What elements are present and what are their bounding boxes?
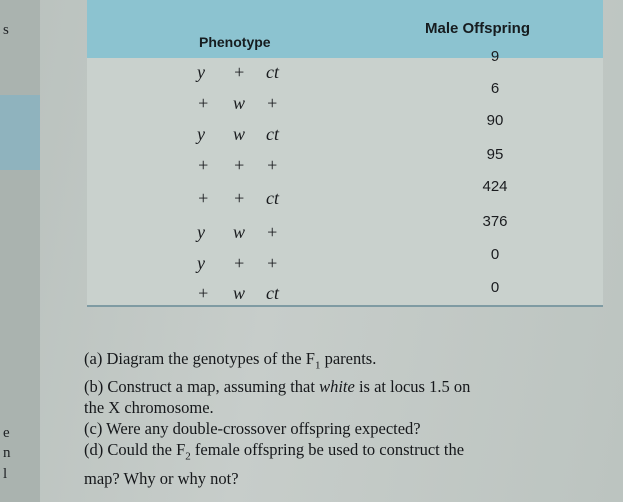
question-b-continued: the X chromosome. [84,398,214,418]
table-row [87,48,603,92]
previous-page-margin [0,0,40,502]
male-offspring-header: Male Offspring [425,20,531,37]
table-row [87,80,603,123]
phenotype-gene-y: y [197,62,205,82]
question-b-end: is at locus 1.5 on [354,377,471,397]
table-row [87,246,603,283]
phenotype-gene-w: + [233,188,246,208]
question-a-end: parents. [320,349,377,368]
offspring-table [87,0,603,307]
gene-name-white: white [319,377,355,397]
question-d-end: female offspring be used to construct the [190,440,465,460]
phenotype-gene-w: w [233,222,246,242]
phenotype-header: Phenotype [199,34,271,50]
offspring-count: 0 [490,246,500,263]
table-row [87,178,603,218]
phenotype-gene-ct: + [266,93,279,113]
offspring-count: 95 [486,146,504,163]
question-d-text: (d) Could the F [84,440,186,460]
offspring-count: 376 [482,213,508,230]
table-row [87,146,603,185]
question-d-continued: map? Why or why not? [84,468,239,488]
question-b-text: (b) Construct a map, assuming that [84,377,320,397]
phenotype-gene-y: + [197,188,210,208]
margin-letter: n [3,445,11,461]
question-c: (c) Were any double-crossover offspring expected? [84,419,421,439]
phenotype-gene-ct: ct [266,62,279,82]
question-a [84,348,604,376]
phenotype-gene-y: y [197,124,205,144]
margin-letter: s [3,22,9,38]
phenotype-gene-w: + [233,62,246,82]
offspring-count: 90 [486,112,504,129]
question-list [84,348,604,489]
phenotype-gene-w: + [233,253,246,273]
table-row [87,213,603,252]
table-header [87,0,603,58]
table-row [87,112,603,154]
phenotype-gene-ct: ct [266,124,279,144]
offspring-count: 0 [490,279,500,296]
phenotype-gene-ct: + [266,222,279,242]
phenotype-gene-y: y [197,253,205,273]
phenotype-gene-w: w [233,93,246,113]
phenotype-gene-y: + [197,93,210,113]
phenotype-gene-ct: ct [266,188,279,208]
offspring-count: 6 [490,80,500,97]
subscript: 2 [185,450,191,463]
question-a-text: (a) Diagram the genotypes of the F [84,349,315,368]
margin-letter: e [3,425,10,441]
phenotype-gene-y: + [197,155,210,175]
subscript: 1 [314,359,321,372]
phenotype-gene-ct: + [266,253,279,273]
question-b [84,376,604,397]
phenotype-gene-w: w [233,283,246,303]
question-d [84,439,604,467]
offspring-count: 9 [490,48,500,65]
offspring-count: 424 [482,178,508,195]
margin-blue-band [0,95,40,170]
phenotype-gene-w: w [233,124,246,144]
phenotype-gene-y: + [197,283,210,303]
margin-letter: l [3,466,8,482]
phenotype-gene-w: + [233,155,246,175]
phenotype-gene-ct: ct [266,283,279,303]
table-row [87,279,603,313]
phenotype-gene-y: y [197,222,205,242]
phenotype-gene-ct: + [266,155,279,175]
